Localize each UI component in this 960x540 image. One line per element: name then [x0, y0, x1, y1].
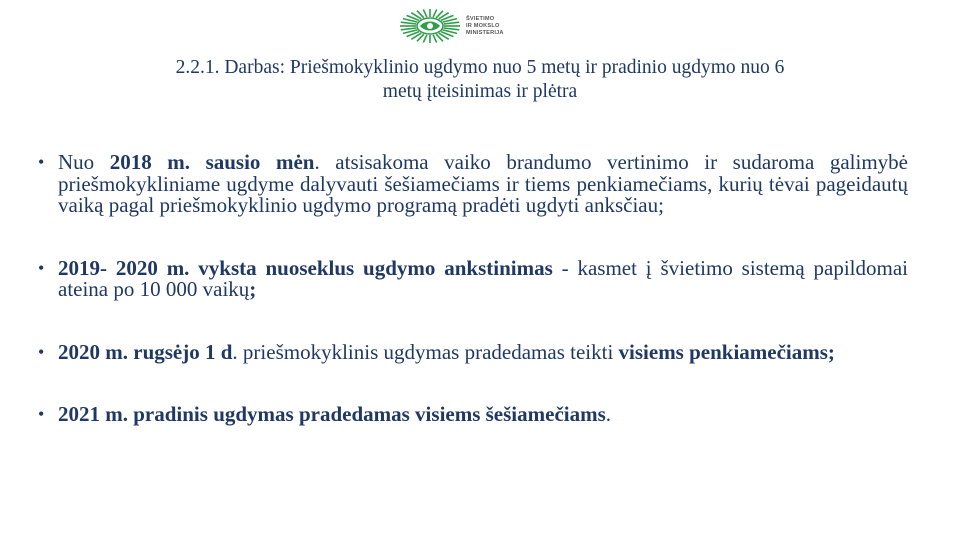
bullet-text: - kasmet į švietimo sistemą papildomai ateina po 10 000 vaikų [58, 255, 908, 301]
ministry-emblem-icon [398, 8, 462, 44]
ministry-name-line: IR MOKSLO [466, 22, 500, 29]
bullet-text: . [605, 402, 612, 426]
emblem-ray [401, 28, 417, 30]
ministry-name-line: MINISTERIJA [466, 29, 504, 36]
bullet-dot-icon: • [38, 341, 45, 362]
bullet-text: . atsisakoma vaiko brandumo vertinimo ir sudaroma galimybė priešmokykliniame ugdyme dalyvauti šešiamečiams ir tiems penkiamečiams, kurių tėvai pageidautų vaiką pagal priešmokyklinio ugdymo programą pradėti ugdyti anksčiau; [58, 150, 908, 217]
bullet-bold-text: ; [249, 277, 257, 301]
emblem-ray [433, 35, 437, 43]
emblem-ray [423, 35, 427, 43]
emblem-ray [433, 9, 437, 17]
bullet-item [36, 404, 908, 426]
bullet-text: Nuo [58, 150, 110, 174]
slide-title [60, 56, 900, 104]
ministry-name [466, 16, 504, 37]
bullet-bold-text: visiems penkiamečiams; [618, 339, 835, 364]
bullet-list [36, 152, 908, 426]
ministry-logo [398, 8, 504, 44]
bullet-dot-icon: • [38, 152, 45, 172]
bullet-item [36, 152, 908, 217]
emblem-ray [444, 28, 460, 30]
emblem-ray [401, 22, 417, 24]
emblem-ray [444, 22, 460, 24]
bullet-text: . priešmokyklinis ugdymas pradedamas teikti [232, 339, 619, 364]
bullet-bold-text: 2019- 2020 m. vyksta nuoseklus ugdymo ankstinimas [58, 255, 553, 280]
bullet-bold-text: 2021 m. pradinis ugdymas pradedamas visiems šešiamečiams [58, 402, 606, 426]
bullet-item [36, 255, 908, 301]
ministry-name-line: ŠVIETIMO [466, 15, 495, 22]
slide-title-line-2: metų įteisinimas ir plėtra [382, 81, 578, 102]
bullet-bold-text: 2018 m. sausio mėn [109, 150, 315, 174]
bullet-dot-icon: • [38, 257, 45, 278]
bullet-bold-text: 2020 m. rugsėjo 1 d [58, 339, 233, 364]
emblem-ray [423, 9, 427, 17]
slide-title-line-1: 2.2.1. Darbas: Priešmokyklinio ugdymo nuo 5 metų ir pradinio ugdymo nuo 6 [175, 57, 785, 78]
bullet-item [36, 339, 908, 364]
bullet-dot-icon: • [38, 404, 45, 424]
